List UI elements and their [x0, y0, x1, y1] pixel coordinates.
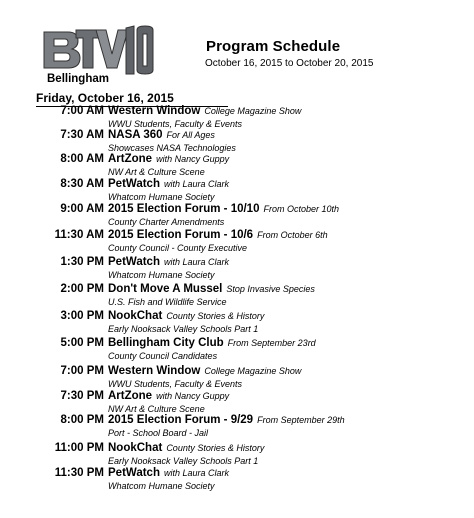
program-row [0, 337, 474, 367]
date-range: October 16, 2015 to October 20, 2015 [205, 58, 374, 69]
program-time: 9:00 AM [60, 203, 104, 215]
program-title-line [108, 256, 229, 268]
logo-subtext: Bellingham [47, 73, 109, 85]
program-description: Whatcom Humane Society [108, 481, 215, 491]
program-note: From October 10th [263, 204, 340, 214]
program-description: WWU Students, Faculty & Events [108, 379, 243, 389]
program-row [0, 283, 474, 313]
program-title-line [108, 105, 301, 117]
program-time: 7:00 PM [60, 365, 104, 377]
btv10-logo [38, 24, 156, 86]
program-title: ArtZone [108, 153, 153, 165]
program-time: 8:30 AM [60, 178, 104, 190]
program-description: Early Nooksack Valley Schools Part 1 [108, 324, 259, 334]
program-title-line [108, 153, 229, 165]
program-title-line [108, 203, 339, 215]
program-note: County Stories & History [166, 443, 265, 453]
program-note: with Laura Clark [163, 468, 230, 478]
program-time: 1:30 PM [60, 256, 104, 268]
program-time: 7:30 PM [60, 390, 104, 402]
program-title-line [108, 414, 345, 426]
program-description: NW Art & Culture Scene [108, 404, 205, 414]
program-title: PetWatch [108, 256, 160, 268]
btv10-logo-graphic [38, 24, 156, 86]
program-row [0, 256, 474, 286]
program-note: Stop Invasive Species [226, 284, 315, 294]
program-title-line [108, 337, 316, 349]
program-time: 5:00 PM [60, 337, 104, 349]
program-note: with Nancy Guppy [156, 154, 230, 164]
program-time: 11:00 PM [54, 442, 104, 454]
program-note: with Laura Clark [163, 257, 230, 267]
program-title: Don't Move A Mussel [108, 283, 223, 295]
program-title-line [108, 283, 315, 295]
program-title-line [108, 310, 264, 322]
program-title: PetWatch [108, 178, 160, 190]
program-note: with Nancy Guppy [156, 391, 230, 401]
program-note: College Magazine Show [204, 366, 302, 376]
program-title: 2015 Election Forum - 10/6 [108, 229, 254, 241]
program-row [0, 310, 474, 340]
day-heading: Friday, October 16, 2015 [36, 91, 228, 107]
program-time: 2:00 PM [60, 283, 104, 295]
program-title-line [108, 365, 301, 377]
program-description: U.S. Fish and Wildlife Service [108, 297, 227, 307]
program-title: Western Window [108, 105, 201, 117]
program-title-line [108, 467, 229, 479]
program-note: College Magazine Show [204, 106, 302, 116]
program-title: NASA 360 [108, 129, 163, 141]
program-time: 7:30 AM [60, 129, 104, 141]
program-note: County Stories & History [166, 311, 265, 321]
program-time: 11:30 PM [54, 467, 104, 479]
program-title: NookChat [108, 310, 163, 322]
program-note: From September 29th [257, 415, 345, 425]
program-description: County Council - County Executive [108, 243, 248, 253]
program-description: Showcases NASA Technologies [108, 143, 236, 153]
program-title: 2015 Election Forum - 10/10 [108, 203, 260, 215]
program-note: For All Ages [166, 130, 215, 140]
program-time: 3:00 PM [60, 310, 104, 322]
program-description: NW Art & Culture Scene [108, 167, 205, 177]
program-time: 8:00 AM [60, 153, 104, 165]
program-row [0, 414, 474, 444]
program-time: 8:00 PM [60, 414, 104, 426]
program-time: 11:30 AM [54, 229, 104, 241]
program-note: with Laura Clark [163, 179, 230, 189]
program-title: PetWatch [108, 467, 160, 479]
program-description: County Council Candidates [108, 351, 218, 361]
page-title: Program Schedule [206, 38, 341, 55]
program-title: Western Window [108, 365, 201, 377]
program-title: ArtZone [108, 390, 153, 402]
program-row [0, 467, 474, 497]
program-title-line [108, 390, 229, 402]
program-description: Whatcom Humane Society [108, 192, 215, 202]
program-title-line [108, 178, 229, 190]
program-title: 2015 Election Forum - 9/29 [108, 414, 254, 426]
program-title: Bellingham City Club [108, 337, 224, 349]
program-row [0, 229, 474, 259]
program-note: From September 23rd [227, 338, 316, 348]
program-description: County Charter Amendments [108, 217, 225, 227]
program-time: 7:00 AM [60, 105, 104, 117]
program-title-line [108, 442, 264, 454]
program-title: NookChat [108, 442, 163, 454]
program-description: Early Nooksack Valley Schools Part 1 [108, 456, 259, 466]
program-title-line [108, 229, 328, 241]
program-description: Whatcom Humane Society [108, 270, 215, 280]
program-note: From October 6th [257, 230, 328, 240]
program-description: Port - School Board - Jail [108, 428, 209, 438]
program-description: WWU Students, Faculty & Events [108, 119, 243, 129]
program-title-line [108, 129, 215, 141]
